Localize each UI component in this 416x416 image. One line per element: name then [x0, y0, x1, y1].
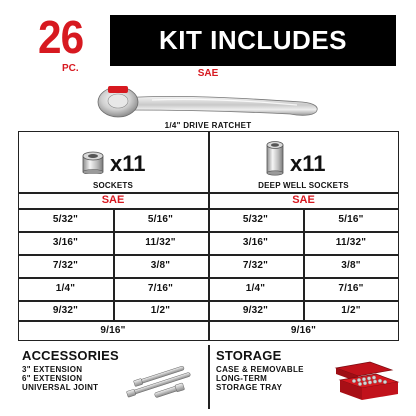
ratchet-label: 1/4" DRIVE RATCHET [164, 121, 252, 130]
accessory-item: 3" EXTENSION [22, 365, 83, 374]
socket-size: 11/32" [145, 237, 176, 248]
socket-label: SOCKETS [92, 181, 134, 190]
accessory-item: 6" EXTENSION [22, 374, 83, 383]
deep-socket-qty: x11 [290, 151, 326, 176]
deep-socket-size: 7/32" [242, 260, 269, 271]
system-divider [18, 208, 399, 210]
accessories-title: ACCESSORIES [22, 348, 119, 363]
extensions-icon [124, 366, 208, 407]
storage-title: STORAGE [216, 348, 282, 363]
storage-item: STORAGE TRAY [216, 383, 283, 392]
socket-qty: x11 [110, 151, 146, 176]
ratchet-icon [92, 80, 324, 122]
socket-size: 7/32" [52, 260, 79, 271]
deep-socket-size: 7/16" [338, 283, 364, 294]
deep-socket-size: 1/2" [341, 305, 361, 316]
deep-socket-size: 5/16" [338, 214, 364, 225]
deep-socket-size: 3/16" [242, 237, 269, 248]
storage-tray-icon [330, 360, 402, 413]
socket-size: 1/2" [150, 305, 171, 316]
row-divider [18, 300, 399, 302]
socket-size: 5/16" [147, 214, 174, 225]
piece-count-number: 26 [38, 11, 84, 63]
deep-socket-system-label: SAE [292, 194, 315, 206]
socket-size: 3/8" [150, 260, 171, 271]
row-divider [18, 277, 399, 279]
storage-item: LONG-TERM [216, 374, 268, 383]
deep-socket-label: DEEP WELL SOCKETS [258, 181, 349, 190]
deep-socket-size: 3/8" [341, 260, 361, 271]
socket-size: 7/16" [147, 283, 174, 294]
deep-socket-icon [264, 139, 286, 182]
row-divider [18, 231, 399, 233]
piece-count-unit: PC. [62, 63, 79, 74]
deep-socket-size: 1/4" [245, 283, 266, 294]
header-bar [110, 15, 396, 66]
footer-divider [208, 345, 210, 409]
socket-size: 3/16" [52, 237, 79, 248]
deep-socket-size: 11/32" [335, 237, 367, 248]
socket-size: 9/32" [52, 305, 79, 316]
socket-system-label: SAE [101, 194, 125, 206]
deep-socket-size: 9/32" [242, 305, 269, 316]
row-divider [18, 254, 399, 256]
row-divider [18, 320, 399, 322]
socket-icon [80, 146, 106, 179]
socket-size: 1/4" [55, 283, 76, 294]
storage-item: CASE & REMOVABLE [216, 365, 304, 374]
socket-size: 5/32" [52, 214, 79, 225]
socket-size: 9/16" [100, 325, 126, 336]
accessory-item: UNIVERSAL JOINT [22, 383, 99, 392]
page-title: KIT INCLUDES [159, 25, 347, 55]
ratchet-system-label: SAE [197, 68, 219, 79]
deep-socket-size: 9/16" [290, 325, 317, 336]
deep-socket-size: 5/32" [242, 214, 269, 225]
